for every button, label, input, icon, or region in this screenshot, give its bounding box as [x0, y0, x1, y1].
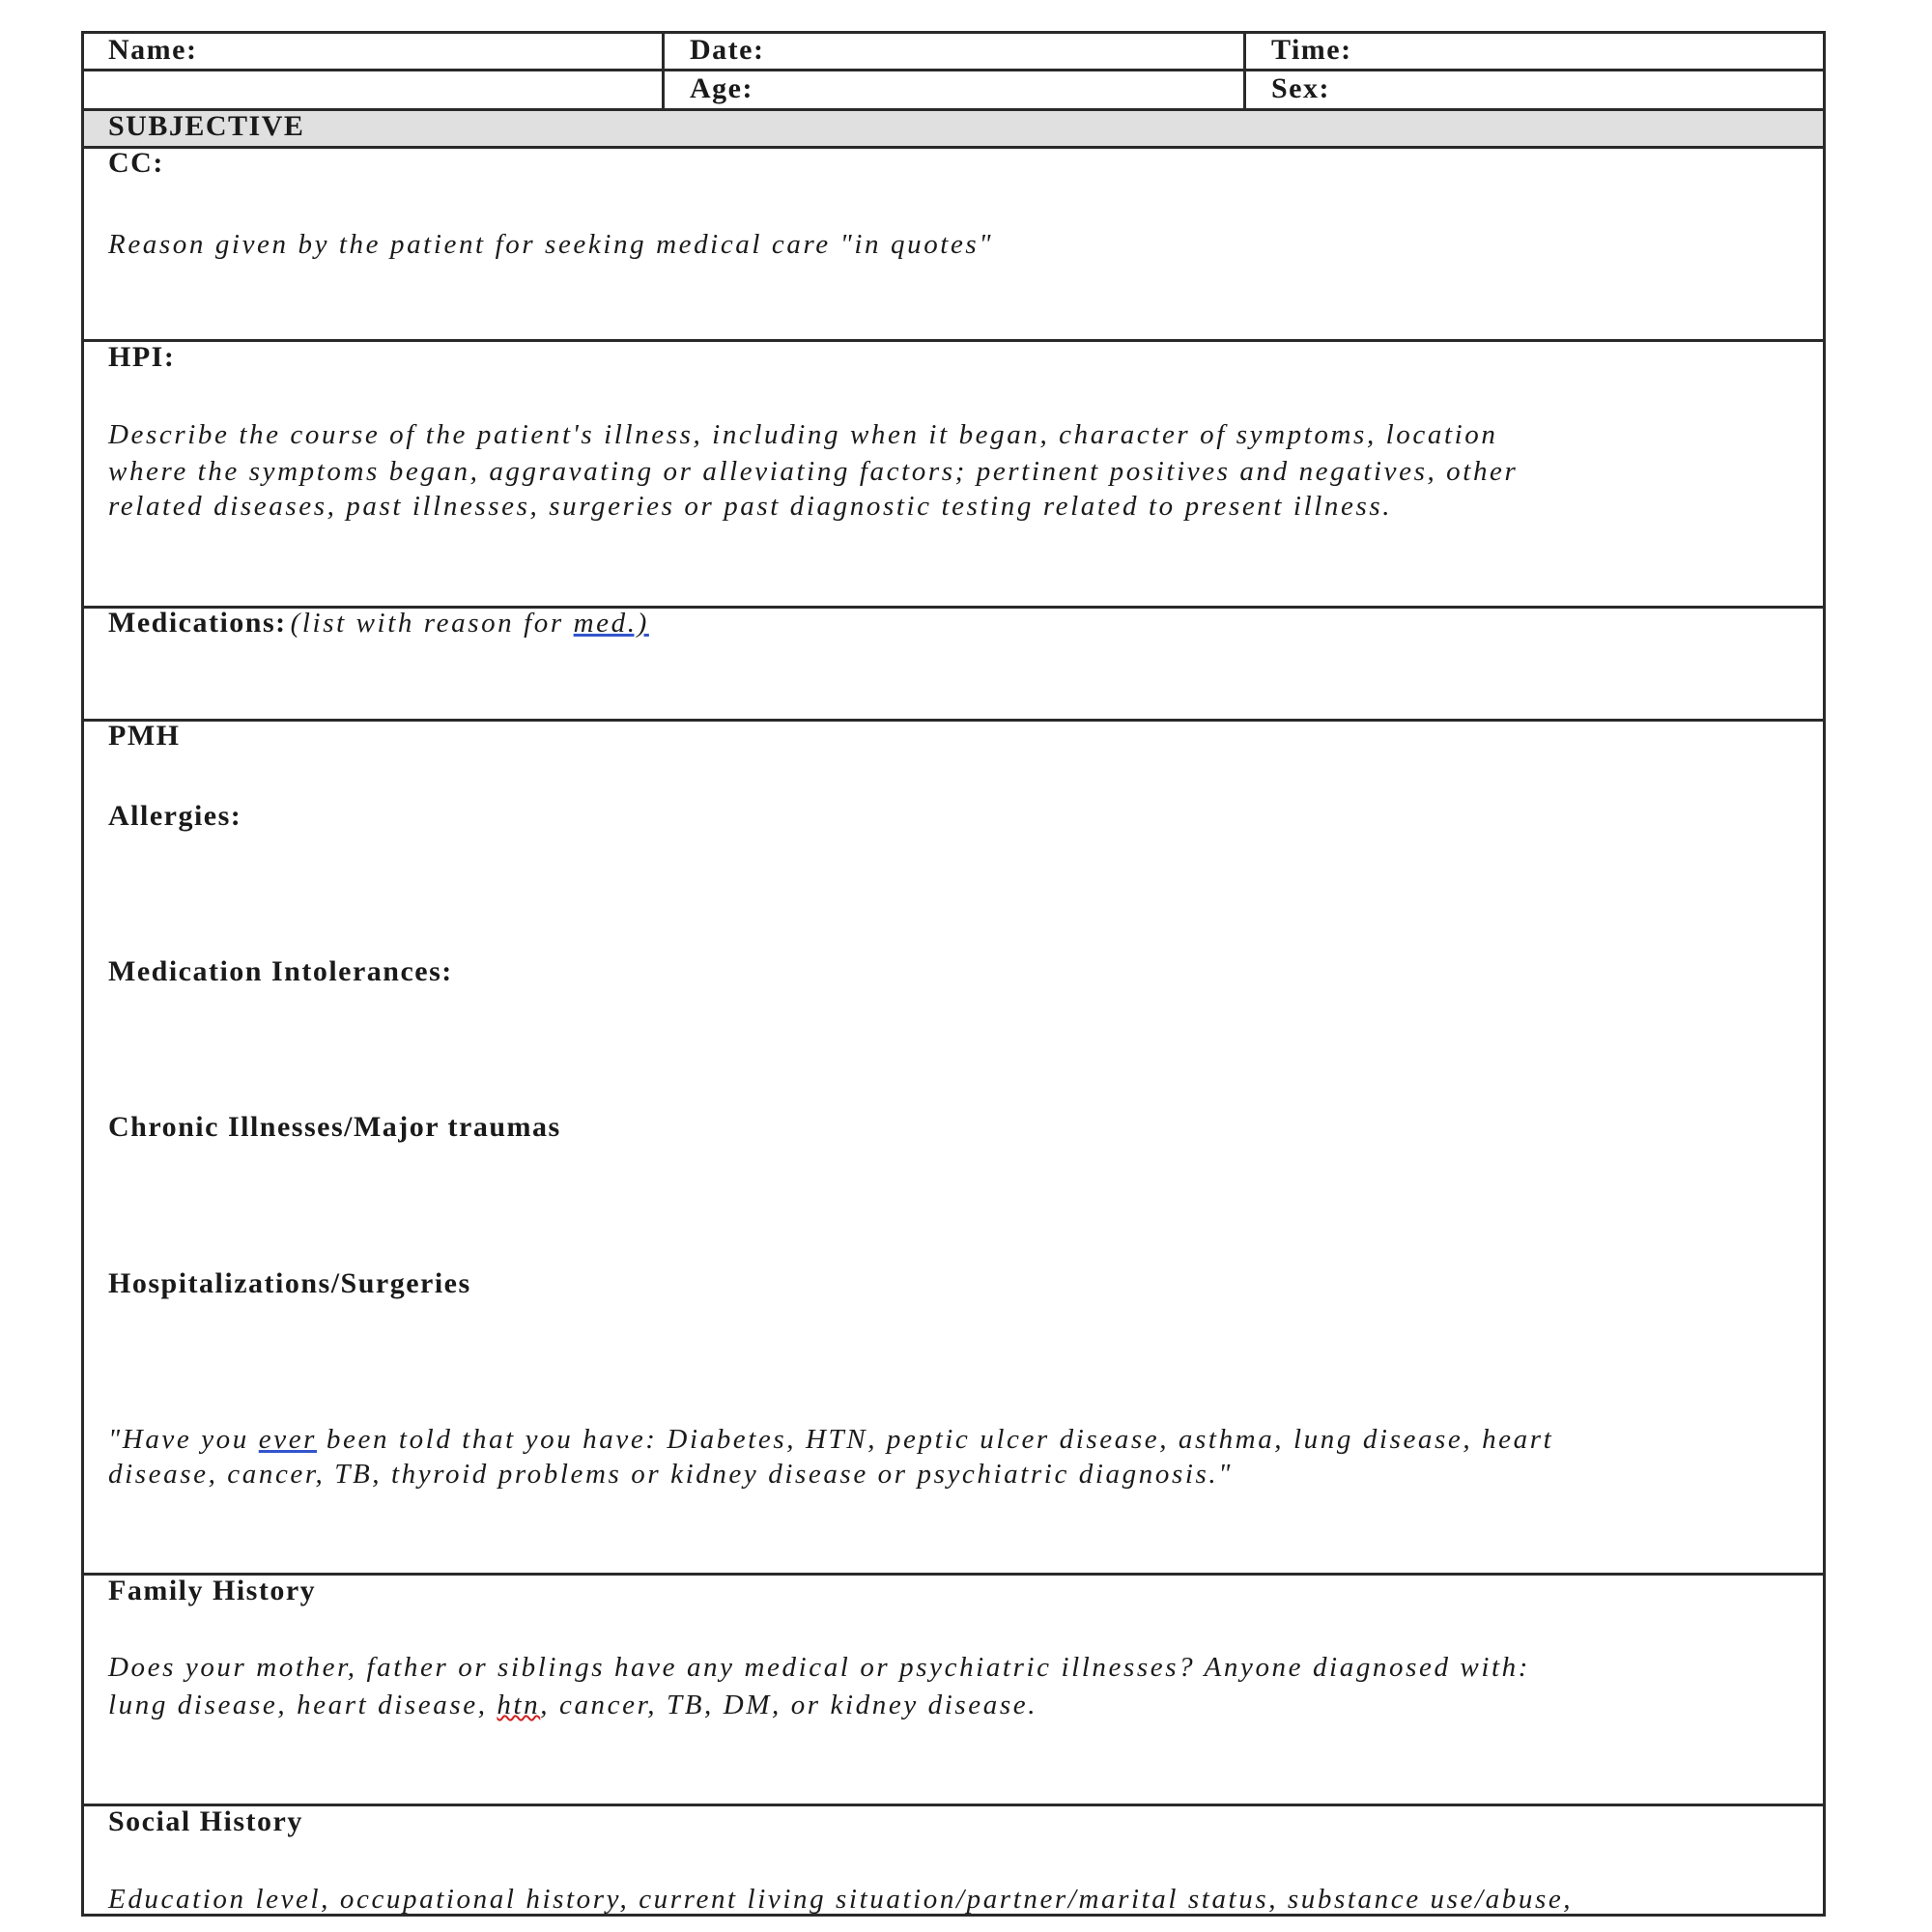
social-history-hint: Education level, occupational history, current living situation/partner/marital status, substance use/abuse, [108, 1884, 1574, 1915]
family-history-label: Family History [108, 1575, 317, 1606]
medications-row [108, 606, 649, 640]
hpi-hint-line: where the symptoms began, aggravating or alleviating factors; pertinent positives and negatives, other [108, 456, 1519, 487]
pmh-question-marked-word: ever [258, 1424, 318, 1455]
age-field[interactable]: Age: [690, 72, 753, 104]
medications-hint-marked: med.) [573, 608, 649, 639]
family-history-hint-line2 [108, 1688, 1037, 1722]
pmh-question-text: "Have you [108, 1424, 259, 1455]
divider [1243, 34, 1246, 108]
family-history-text: lung disease, heart disease, [108, 1690, 497, 1720]
misspelled-word: htn [497, 1690, 541, 1720]
pmh-question-text: been told that you have: Diabetes, HTN, peptic ulcer disease, asthma, lung disease, heart [317, 1424, 1554, 1455]
family-history-text: , cancer, TB, DM, or kidney disease. [540, 1690, 1038, 1720]
cc-hint: Reason given by the patient for seeking medical care "in quotes" [108, 229, 994, 260]
pmh-question-line [108, 1422, 1553, 1457]
time-field[interactable]: Time: [1271, 34, 1352, 66]
divider [84, 1804, 1823, 1806]
date-field[interactable]: Date: [690, 34, 765, 66]
divider [84, 108, 1823, 111]
divider [662, 34, 665, 108]
section-title-subjective: SUBJECTIVE [108, 110, 305, 142]
medication-intolerances-label: Medication Intolerances: [108, 955, 453, 987]
hpi-label: HPI: [108, 341, 176, 373]
divider [84, 69, 1823, 71]
pmh-label: PMH [108, 720, 181, 752]
divider [84, 339, 1823, 342]
medications-hint: (list with reason for [290, 608, 574, 639]
pmh-question-line: disease, cancer, TB, thyroid problems or kidney disease or psychiatric diagnosis." [108, 1459, 1233, 1490]
chronic-illnesses-label: Chronic Illnesses/Major traumas [108, 1111, 561, 1143]
cc-label: CC: [108, 147, 164, 179]
subjective-header-bg [84, 108, 1823, 146]
hpi-hint-line: related diseases, past illnesses, surgeries or past diagnostic testing related to present illness. [108, 491, 1393, 522]
hpi-hint-line: Describe the course of the patient's illness, including when it began, character of symptoms, location [108, 419, 1498, 450]
divider [84, 719, 1823, 722]
family-history-hint: Does your mother, father or siblings have any medical or psychiatric illnesses? Anyone diagnosed with: [108, 1652, 1531, 1683]
sex-field[interactable]: Sex: [1271, 72, 1330, 104]
hospitalizations-label: Hospitalizations/Surgeries [108, 1267, 471, 1299]
social-history-label: Social History [108, 1805, 303, 1837]
divider [84, 1573, 1823, 1576]
name-field[interactable]: Name: [108, 34, 198, 66]
divider [84, 146, 1823, 149]
allergies-label: Allergies: [108, 800, 242, 832]
medications-label: Medications: [108, 607, 287, 639]
